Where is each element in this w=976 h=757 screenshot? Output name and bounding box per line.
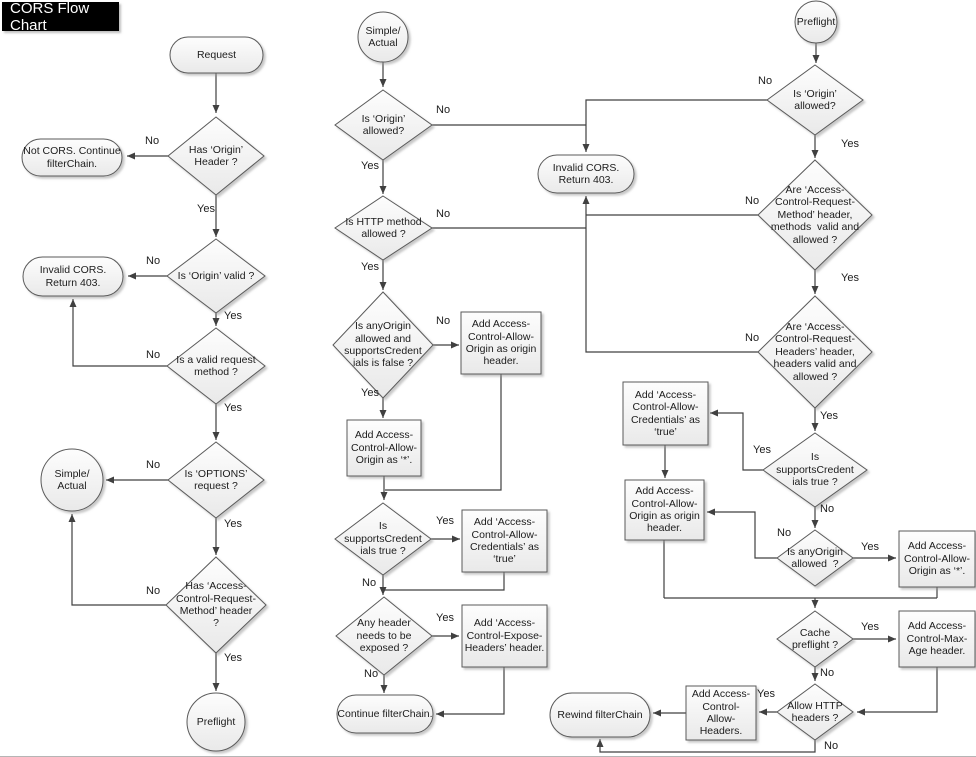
edge-r-acrh-no-to-invalid xyxy=(586,196,758,352)
m-add-acao-origin-label: Add Access- Control-Allow- Origin as origin header. xyxy=(465,318,537,368)
m-add-acao-origin-box-shape xyxy=(461,312,541,374)
l-has-acrm-diamond-shape xyxy=(166,557,266,653)
r-rewind-label: Rewind filterChain xyxy=(557,708,643,721)
r-supportscred-diamond-shape xyxy=(763,433,867,507)
r-allowhttp-label: Allow HTTP headers ? xyxy=(787,699,843,724)
edge-label-no: No xyxy=(145,135,160,147)
edge-label-yes: Yes xyxy=(224,402,242,414)
r-add-acma-label: Add Access- Control-Max- Age header. xyxy=(906,620,968,658)
edge-label-no: No xyxy=(362,577,377,589)
r-add-acma-box-shape xyxy=(899,611,975,667)
edge-label-no: No xyxy=(820,503,835,515)
r-add-acao-star-label: Add Access- Control-Allow- Origin as ‘*’. xyxy=(904,540,970,578)
edge-label-yes: Yes xyxy=(861,621,879,633)
edge-label-no: No xyxy=(824,740,839,752)
edge-label-no: No xyxy=(745,332,760,344)
edge-label-yes: Yes xyxy=(361,261,379,273)
edge-label-no: No xyxy=(758,75,773,87)
l-preflight-circle-shape xyxy=(187,693,245,751)
edge-label-no: No xyxy=(146,349,161,361)
edge-r-acma-to-allowhttp xyxy=(857,667,937,712)
m-add-aceh-box-shape xyxy=(462,605,547,667)
m-continue-terminator-shape xyxy=(337,695,433,733)
r-anyorigin-label: Is anyOrigin allowed ? xyxy=(786,545,844,570)
edge-r-origin-no-to-invalid xyxy=(586,100,767,152)
l-invalid-cors-label: Invalid CORS. Return 403. xyxy=(39,264,107,289)
edge-label-yes: Yes xyxy=(753,444,771,456)
edge-l-acrm-no xyxy=(72,514,166,605)
edge-label-no: No xyxy=(777,527,792,539)
m-supportscred-label: Is supportsCredent ials true ? xyxy=(344,520,422,558)
edge-label-yes: Yes xyxy=(820,410,838,422)
edge-label-yes: Yes xyxy=(757,688,775,700)
edge-label-no: No xyxy=(436,315,451,327)
r-cache-diamond-shape xyxy=(777,611,853,667)
m-origin-allowed-label: Is ‘Origin’ allowed? xyxy=(361,112,406,137)
l-origin-valid-diamond-shape xyxy=(167,239,265,313)
r-allowhttp-diamond-shape xyxy=(777,684,853,740)
edge-label-yes: Yes xyxy=(224,310,242,322)
edge-label-yes: Yes xyxy=(436,612,454,624)
l-is-options-label: Is ‘OPTIONS’ request ? xyxy=(184,467,248,492)
l-valid-method-diamond-shape xyxy=(167,328,265,404)
r-add-acao-origin-label: Add Access- Control-Allow- Origin as origin header. xyxy=(629,485,700,535)
r-origin-allowed-diamond-shape xyxy=(767,65,863,135)
r-preflight-label: Preflight xyxy=(796,15,836,28)
m-invalid-cors-label: Invalid CORS. Return 403. xyxy=(552,161,620,186)
l-not-cors-label: Not CORS. Continue filterChain. xyxy=(23,145,121,170)
m-header-exposed-label: Any header needs to be exposed ? xyxy=(356,617,412,655)
r-origin-allowed-label: Is ‘Origin’ allowed? xyxy=(793,87,837,112)
node-shapes xyxy=(22,1,975,751)
edge-label-yes: Yes xyxy=(197,203,215,215)
edge-label-no: No xyxy=(146,255,161,267)
r-add-acah-label: Add Access- Control- Allow- Headers. xyxy=(691,688,751,738)
m-origin-allowed-diamond-shape xyxy=(335,90,432,160)
edge-label-no: No xyxy=(436,208,451,220)
r-add-acac-true-label: Add ‘Access- Control-Allow- Credentials’ as ‘true’ xyxy=(630,388,701,438)
m-add-acao-star-label: Add Access- Control-Allow- Origin as ‘*’. xyxy=(351,429,417,467)
l-request-terminator-shape xyxy=(170,37,263,73)
r-acrm-label: Are ‘Access- Control-Request- Method’ header, methods valid and allowed ? xyxy=(770,184,860,246)
m-add-acac-true-box-shape xyxy=(462,510,547,572)
page-title: CORS Flow Chart xyxy=(2,2,119,31)
r-rewind-terminator-shape xyxy=(550,693,650,737)
r-preflight-circle-shape xyxy=(795,1,837,43)
m-continue-label: Continue filterChain. xyxy=(337,707,433,720)
edge-label-yes: Yes xyxy=(841,272,859,284)
r-cache-label: Cache preflight ? xyxy=(791,626,839,651)
r-add-acac-true-box-shape xyxy=(623,382,708,445)
l-invalid-cors-terminator-shape xyxy=(23,257,123,296)
m-add-aceh-label: Add ‘Access- Control-Expose- Headers’ header. xyxy=(464,617,545,655)
edge-r-anyorigin-no xyxy=(707,512,777,558)
m-simple-actual-circle-shape xyxy=(358,12,408,62)
l-preflight-label: Preflight xyxy=(196,715,236,728)
l-is-options-diamond-shape xyxy=(168,442,264,518)
l-origin-valid-label: Is ‘Origin’ valid ? xyxy=(177,269,255,282)
edge-label-yes: Yes xyxy=(841,138,859,150)
edge-label-no: No xyxy=(820,667,835,679)
r-acrh-label: Are ‘Access- Control-Request- Headers’ header, headers valid and allowed ? xyxy=(773,321,857,383)
r-add-acao-star-box-shape xyxy=(899,531,975,587)
edge-label-yes: Yes xyxy=(436,515,454,527)
l-valid-method-label: Is a valid request method ? xyxy=(176,353,256,378)
m-http-allowed-label: Is HTTP method allowed ? xyxy=(345,215,422,240)
m-anyorigin-diamond-shape xyxy=(333,292,433,398)
edge-label-yes: Yes xyxy=(224,518,242,530)
l-request-label: Request xyxy=(196,48,237,61)
r-add-acah-box-shape xyxy=(686,686,756,740)
edge-label-yes: Yes xyxy=(224,652,242,664)
m-header-exposed-diamond-shape xyxy=(336,597,432,675)
m-invalid-cors-terminator-shape xyxy=(538,155,634,193)
r-acrm-diamond-shape xyxy=(758,160,872,270)
r-add-acao-origin-box-shape xyxy=(625,480,704,540)
m-add-acac-true-label: Add ‘Access- Control-Allow- Credentials’ as ‘true’ xyxy=(469,516,540,566)
m-anyorigin-label: Is anyOrigin allowed and supportsCredent ials is false ? xyxy=(344,320,422,370)
edge-label-yes: Yes xyxy=(361,160,379,172)
edge-label-no: No xyxy=(745,195,760,207)
m-supportscred-diamond-shape xyxy=(335,503,431,575)
m-http-allowed-diamond-shape xyxy=(335,196,432,260)
r-acrh-diamond-shape xyxy=(758,296,872,408)
edge-label-no: No xyxy=(146,459,161,471)
l-has-origin-diamond-shape xyxy=(168,117,264,195)
m-simple-actual-label: Simple/ Actual xyxy=(365,24,401,49)
edge-label-no: No xyxy=(146,585,161,597)
l-not-cors-terminator-shape xyxy=(22,139,122,176)
m-add-acao-star-box-shape xyxy=(347,420,421,476)
r-anyorigin-diamond-shape xyxy=(777,530,853,586)
l-has-acrm-label: Has ‘Access- Control-Request- Method’ header ? xyxy=(176,580,256,630)
edge-label-no: No xyxy=(364,668,379,680)
l-has-origin-label: Has ‘Origin’ Header ? xyxy=(188,143,244,168)
edge-label-yes: Yes xyxy=(361,387,379,399)
edge-m-acac-true-merge xyxy=(384,572,504,590)
l-simple-actual-circle-shape xyxy=(41,449,103,511)
edge-l-valid-method-no xyxy=(73,299,167,366)
edge-r-allowhttp-no xyxy=(600,739,815,752)
edge-m-aceh-to-continue xyxy=(436,667,504,714)
edge-label-no: No xyxy=(436,104,451,116)
r-supportscred-label: Is supportsCredent ials true ? xyxy=(776,451,854,489)
edge-label-yes: Yes xyxy=(861,541,879,553)
edge-r-supportscred-yes xyxy=(710,413,763,470)
l-simple-actual-label: Simple/ Actual xyxy=(54,467,90,492)
